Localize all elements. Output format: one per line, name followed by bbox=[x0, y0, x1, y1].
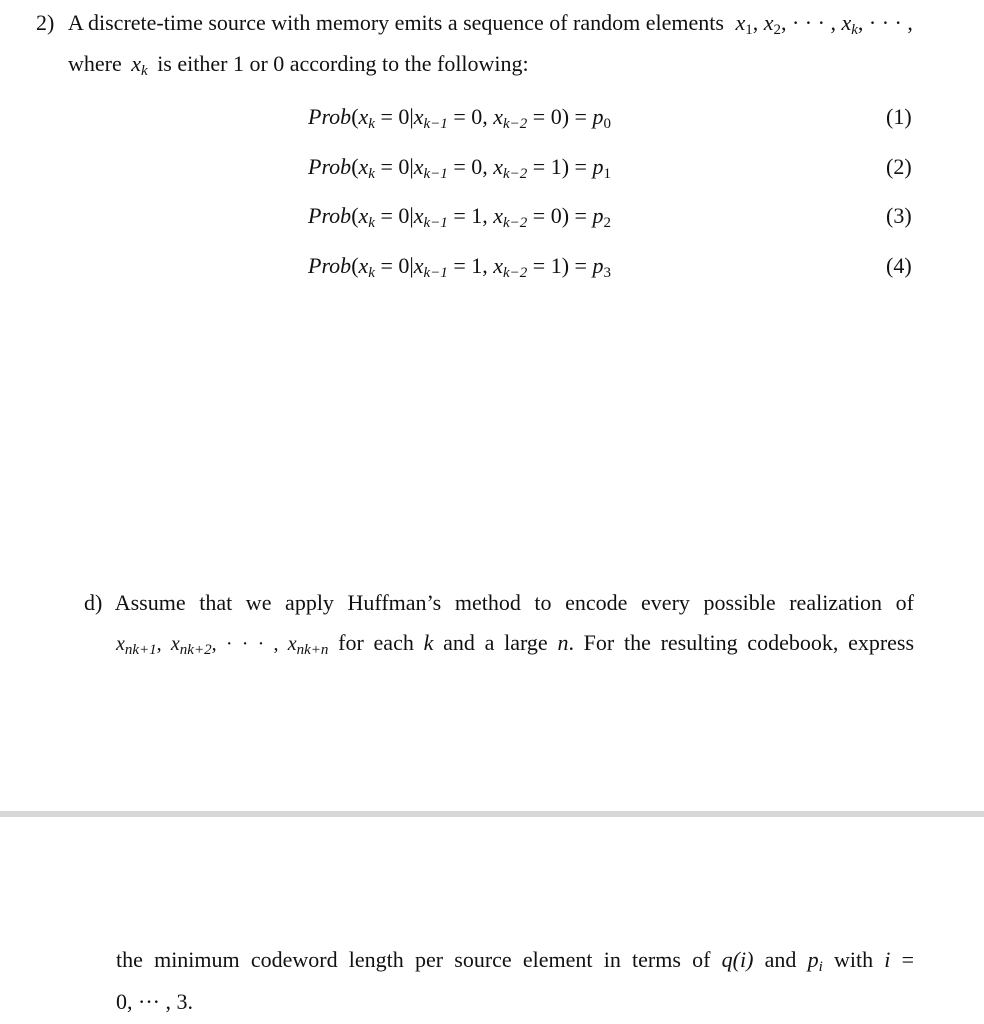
problem-intro-text: A discrete-time source with memory emits a sequence of random elements bbox=[67, 10, 724, 35]
equation-4: $Prob(x_k = 0|x_{k-1} = 1$, $x_{k-2} = 1) = p_3$ bbox=[308, 253, 611, 281]
sequence-math: $x_1$, $x_2$, · · · , $x_k$, · · · , bbox=[735, 10, 913, 38]
equation-1: $Prob(x_k = 0|x_{k-1} = 0$, $x_{k-2} = 0) = p_0$ bbox=[308, 104, 611, 132]
part-d-label: d) bbox=[84, 590, 103, 615]
where-word: where bbox=[68, 51, 122, 76]
part-d-line-1 bbox=[84, 590, 914, 616]
xk-var: $x_k$ bbox=[131, 51, 148, 79]
page-divider bbox=[0, 811, 984, 817]
equation-2-label: (2) bbox=[886, 154, 912, 179]
sequence-xnk: $x_{nk+1}$, $x_{nk+2}$, · · · , $x_{nk+n}$ bbox=[116, 633, 329, 658]
equation-4-label: (4) bbox=[886, 253, 912, 278]
problem-intro-line bbox=[36, 10, 913, 36]
part-d-line-3: the minimum codeword length per source element in terms of q(i) and $p_i$ with i = bbox=[116, 947, 915, 975]
part-d-line-2: $x_{nk+1}$, $x_{nk+2}$, · · · , $x_{nk+n}$ for each k and a large n. For the resulting codebook, express bbox=[116, 630, 915, 658]
part-d-line-4: 0, ··· , 3. bbox=[116, 989, 193, 1014]
problem-intro-line-2 bbox=[68, 51, 529, 77]
equation-2: $Prob(x_k = 0|x_{k-1} = 0$, $x_{k-2} = 1) = p_1$ bbox=[308, 154, 611, 182]
part-d-text-1: Assume that we apply Huffman’s method to encode every possible realization of bbox=[114, 590, 914, 615]
equation-3-label: (3) bbox=[886, 203, 912, 228]
problem-number: 2) bbox=[36, 10, 55, 35]
equation-1-label: (1) bbox=[886, 104, 912, 129]
equation-3: $Prob(x_k = 0|x_{k-1} = 1$, $x_{k-2} = 0) = p_2$ bbox=[308, 203, 611, 231]
line2-rest: is either 1 or 0 according to the following: bbox=[157, 51, 529, 76]
